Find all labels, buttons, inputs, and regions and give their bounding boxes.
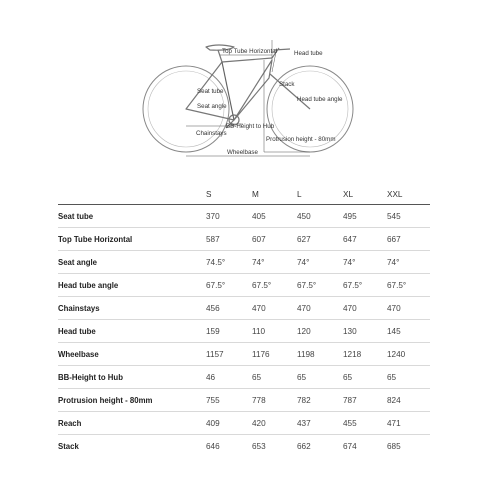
- row-label: Seat angle: [58, 257, 97, 267]
- cell-value: 1157: [206, 349, 224, 359]
- table-row: [58, 320, 430, 343]
- cell-value: 67.5°: [252, 280, 272, 290]
- cell-value: 824: [387, 395, 401, 405]
- geometry-table: [58, 184, 430, 458]
- cell-value: 627: [297, 234, 311, 244]
- table-row: [58, 251, 430, 274]
- cell-value: 159: [206, 326, 220, 336]
- label-wheelbase: Wheelbase: [227, 149, 258, 156]
- table-row: [58, 228, 430, 251]
- cell-value: 470: [297, 303, 311, 313]
- size-header: XL: [343, 189, 354, 199]
- table-header-row: [58, 184, 430, 205]
- cell-value: 470: [343, 303, 357, 313]
- row-label: BB-Height to Hub: [58, 372, 123, 382]
- row-label: Head tube: [58, 326, 96, 336]
- cell-value: 662: [297, 441, 311, 451]
- row-label: Protrusion height - 80mm: [58, 395, 153, 405]
- cell-value: 74°: [297, 257, 310, 267]
- cell-value: 470: [387, 303, 401, 313]
- cell-value: 782: [297, 395, 311, 405]
- label-top-tube: Top Tube Horizontal: [222, 48, 278, 55]
- cell-value: 646: [206, 441, 220, 451]
- cell-value: 405: [252, 211, 266, 221]
- row-label: Wheelbase: [58, 349, 99, 359]
- label-head-tube-angle: Head tube angle: [297, 96, 343, 103]
- row-label: Stack: [58, 441, 79, 451]
- table-row: [58, 435, 430, 458]
- cell-value: 755: [206, 395, 220, 405]
- cell-value: 470: [252, 303, 266, 313]
- cell-value: 65: [343, 372, 353, 382]
- cell-value: 653: [252, 441, 266, 451]
- cell-value: 409: [206, 418, 220, 428]
- label-seat-tube: Seat tube: [197, 88, 224, 95]
- cell-value: 437: [297, 418, 311, 428]
- row-label: Chainstays: [58, 303, 100, 313]
- cell-value: 1218: [343, 349, 362, 359]
- cell-value: 74°: [252, 257, 265, 267]
- size-header: L: [297, 189, 302, 199]
- cell-value: 46: [206, 372, 216, 382]
- cell-value: 1176: [252, 349, 270, 359]
- label-bb-height: BB-Height to Hub: [226, 123, 275, 130]
- cell-value: 145: [387, 326, 401, 336]
- label-stack: Stack: [279, 81, 295, 88]
- label-chainstays: Chainstays: [196, 130, 227, 137]
- label-seat-angle: Seat angle: [197, 103, 227, 110]
- row-label: Top Tube Horizontal: [58, 234, 133, 244]
- bike-geometry-diagram: [0, 0, 500, 175]
- table-row: [58, 389, 430, 412]
- table-row: [58, 343, 430, 366]
- row-label: Reach: [58, 418, 82, 428]
- cell-value: 65: [252, 372, 262, 382]
- cell-value: 67.5°: [297, 280, 317, 290]
- cell-value: 110: [252, 326, 266, 336]
- table-row: [58, 274, 430, 297]
- cell-value: 65: [387, 372, 397, 382]
- table-row: [58, 412, 430, 435]
- cell-value: 471: [387, 418, 401, 428]
- cell-value: 647: [343, 234, 357, 244]
- table-row: [58, 297, 430, 320]
- cell-value: 455: [343, 418, 357, 428]
- row-label: Head tube angle: [58, 280, 119, 290]
- cell-value: 587: [206, 234, 220, 244]
- cell-value: 495: [343, 211, 357, 221]
- cell-value: 674: [343, 441, 357, 451]
- cell-value: 74°: [343, 257, 356, 267]
- cell-value: 370: [206, 211, 220, 221]
- size-header: M: [252, 189, 259, 199]
- cell-value: 1198: [297, 349, 315, 359]
- cell-value: 1240: [387, 349, 406, 359]
- cell-value: 545: [387, 211, 401, 221]
- cell-value: 450: [297, 211, 311, 221]
- cell-value: 67.5°: [206, 280, 226, 290]
- header-blank: [58, 184, 206, 205]
- cell-value: 130: [343, 326, 357, 336]
- size-header: XXL: [387, 189, 403, 199]
- table-row: [58, 205, 430, 228]
- label-head-tube: Head tube: [294, 50, 323, 57]
- cell-value: 667: [387, 234, 401, 244]
- cell-value: 420: [252, 418, 266, 428]
- cell-value: 607: [252, 234, 266, 244]
- cell-value: 74°: [387, 257, 400, 267]
- cell-value: 74.5°: [206, 257, 226, 267]
- cell-value: 67.5°: [343, 280, 363, 290]
- cell-value: 787: [343, 395, 357, 405]
- size-header: S: [206, 189, 212, 199]
- cell-value: 456: [206, 303, 220, 313]
- cell-value: 65: [297, 372, 307, 382]
- cell-value: 685: [387, 441, 401, 451]
- label-protrusion: Protrusion height - 80mm: [266, 136, 336, 143]
- cell-value: 778: [252, 395, 266, 405]
- cell-value: 67.5°: [387, 280, 407, 290]
- table-row: [58, 366, 430, 389]
- row-label: Seat tube: [58, 211, 94, 221]
- cell-value: 120: [297, 326, 311, 336]
